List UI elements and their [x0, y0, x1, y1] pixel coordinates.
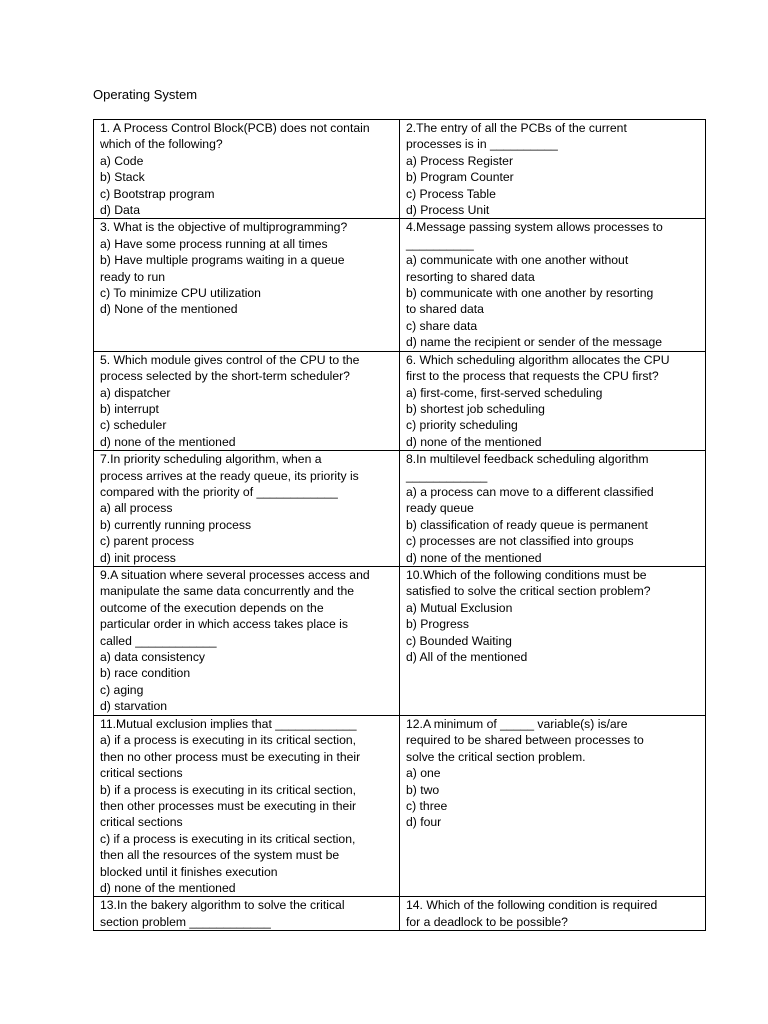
question-line: d) All of the mentioned [406, 650, 528, 664]
question-line: c) scheduler [100, 418, 167, 433]
question-line: c) Bootstrap program [100, 186, 215, 201]
question-text: 13.In the bakery algorithm to solve the critical [100, 898, 345, 913]
question-cell-left [94, 566, 400, 715]
question-line: critical sections [100, 815, 183, 830]
question-text: 8.In multilevel feedback scheduling algorithm [406, 452, 649, 467]
question-line: then other processes must be executing in their [100, 799, 357, 813]
question-text: 11.Mutual exclusion implies that ____________ [100, 716, 357, 731]
question-cell-right [400, 451, 706, 567]
question-cell-left [94, 451, 400, 567]
question-cell-left [94, 351, 400, 450]
question-row [94, 120, 706, 219]
question-line: ____________ [406, 468, 488, 483]
question-line: b) race condition [100, 666, 191, 681]
question-line: c) processes are not classified into groups [406, 534, 634, 549]
question-line: satisfied to solve the critical section problem? [406, 584, 651, 599]
question-line: c) priority scheduling [406, 418, 518, 433]
question-line: d) init process [100, 550, 176, 565]
question-table-body [94, 120, 706, 931]
question-line: processes is in __________ [406, 137, 558, 152]
question-line: b) if a process is executing in its critical section, [100, 782, 357, 797]
question-line: a) a process can move to a different classified [406, 484, 654, 499]
question-line: c) aging [100, 682, 144, 697]
question-line: d) none of the mentioned [100, 434, 236, 449]
question-text: 10.Which of the following conditions must be [406, 567, 647, 582]
question-text: 7.In priority scheduling algorithm, when a [100, 452, 322, 467]
question-line: d) None of the mentioned [100, 302, 238, 317]
question-line: called ____________ [100, 633, 217, 648]
question-line: resorting to shared data [406, 269, 535, 284]
question-line: to shared data [406, 302, 484, 317]
question-line: a) Process Register [406, 153, 514, 168]
question-row [94, 219, 706, 351]
question-text: 9.A situation where several processes access and [100, 567, 370, 582]
question-line: b) Have multiple programs waiting in a queue [100, 253, 345, 268]
question-line: then all the resources of the system must be [100, 848, 340, 863]
question-line: b) Stack [100, 170, 145, 185]
question-line: solve the critical section problem. [406, 749, 586, 764]
question-line: b) communicate with one another by resorting [406, 286, 654, 301]
question-row [94, 897, 706, 931]
question-cell-left [94, 120, 400, 219]
question-table [93, 119, 706, 931]
question-line: d) none of the mentioned [100, 881, 236, 896]
question-line: critical sections [100, 766, 183, 781]
question-line: b) currently running process [100, 517, 252, 532]
question-text: 1. A Process Control Block(PCB) does not contain [100, 121, 370, 135]
question-cell-right [400, 219, 706, 351]
question-line: a) if a process is executing in its critical section, [100, 733, 357, 748]
question-line: b) shortest job scheduling [406, 401, 545, 416]
question-row [94, 351, 706, 450]
question-line: first to the process that requests the CPU first? [406, 369, 659, 384]
question-text: 4.Message passing system allows processes to [406, 220, 663, 235]
question-line: a) Mutual Exclusion [406, 600, 513, 615]
question-cell-right [400, 566, 706, 715]
question-line: section problem ____________ [100, 914, 271, 929]
question-text: 3. What is the objective of multiprogramming? [100, 220, 348, 235]
question-cell-right [400, 897, 706, 931]
question-line: d) none of the mentioned [406, 550, 542, 565]
question-text: 6. Which scheduling algorithm allocates the CPU [406, 352, 670, 367]
question-row [94, 715, 706, 896]
question-line: b) interrupt [100, 401, 159, 416]
document-title: Operating System [93, 87, 198, 102]
question-line: c) Process Table [406, 186, 496, 201]
question-line: a) dispatcher [100, 385, 171, 400]
question-line: particular order in which access takes place is [100, 617, 348, 632]
question-text: 2.The entry of all the PCBs of the current [406, 121, 627, 135]
question-line: a) all process [100, 501, 173, 516]
question-cell-right [400, 351, 706, 450]
question-line: c) Bounded Waiting [406, 633, 512, 648]
question-line: ready queue [406, 501, 474, 516]
question-line: process arrives at the ready queue, its priority is [100, 468, 359, 483]
question-cell-left [94, 219, 400, 351]
question-line: c) To minimize CPU utilization [100, 286, 261, 301]
question-line: c) share data [406, 318, 478, 333]
question-line: blocked until it finishes execution [100, 864, 278, 879]
question-line: d) starvation [100, 699, 168, 714]
question-line: c) parent process [100, 534, 195, 549]
question-text: 5. Which module gives control of the CPU to the [100, 352, 360, 367]
question-line: d) four [406, 815, 442, 830]
question-line: c) three [406, 799, 448, 813]
question-cell-right [400, 120, 706, 219]
question-line: manipulate the same data concurrently and the [100, 584, 355, 599]
question-line: then no other process must be executing in their [100, 749, 361, 764]
question-line: a) Have some process running at all times [100, 236, 328, 251]
question-line: c) if a process is executing in its critical section, [100, 831, 356, 846]
question-cell-left [94, 715, 400, 896]
question-text: 14. Which of the following condition is required [406, 898, 658, 913]
question-row [94, 451, 706, 567]
question-line: a) first-come, first-served scheduling [406, 385, 603, 400]
question-line: d) none of the mentioned [406, 434, 542, 449]
question-line: which of the following? [100, 137, 223, 152]
question-line: a) communicate with one another without [406, 253, 629, 268]
question-line: b) Progress [406, 617, 469, 632]
question-line: required to be shared between processes to [406, 733, 644, 748]
question-line: d) name the recipient or sender of the message [406, 335, 663, 350]
question-line: process selected by the short-term scheduler? [100, 369, 350, 384]
question-line: a) Code [100, 153, 144, 168]
question-line: b) two [406, 782, 440, 797]
question-line: b) Program Counter [406, 170, 514, 185]
question-line: b) classification of ready queue is permanent [406, 517, 648, 532]
question-cell-left [94, 897, 400, 931]
question-cell-right [400, 715, 706, 896]
question-line: outcome of the execution depends on the [100, 600, 324, 615]
question-line: d) Process Unit [406, 203, 490, 218]
question-line: for a deadlock to be possible? [406, 914, 568, 929]
question-line: d) Data [100, 203, 140, 218]
question-line: a) data consistency [100, 650, 206, 664]
question-text: 12.A minimum of _____ variable(s) is/are [406, 716, 628, 731]
question-line: ready to run [100, 269, 166, 284]
question-line: __________ [406, 236, 474, 251]
question-line: compared with the priority of ____________ [100, 484, 338, 499]
question-line: a) one [406, 766, 441, 781]
question-row [94, 566, 706, 715]
